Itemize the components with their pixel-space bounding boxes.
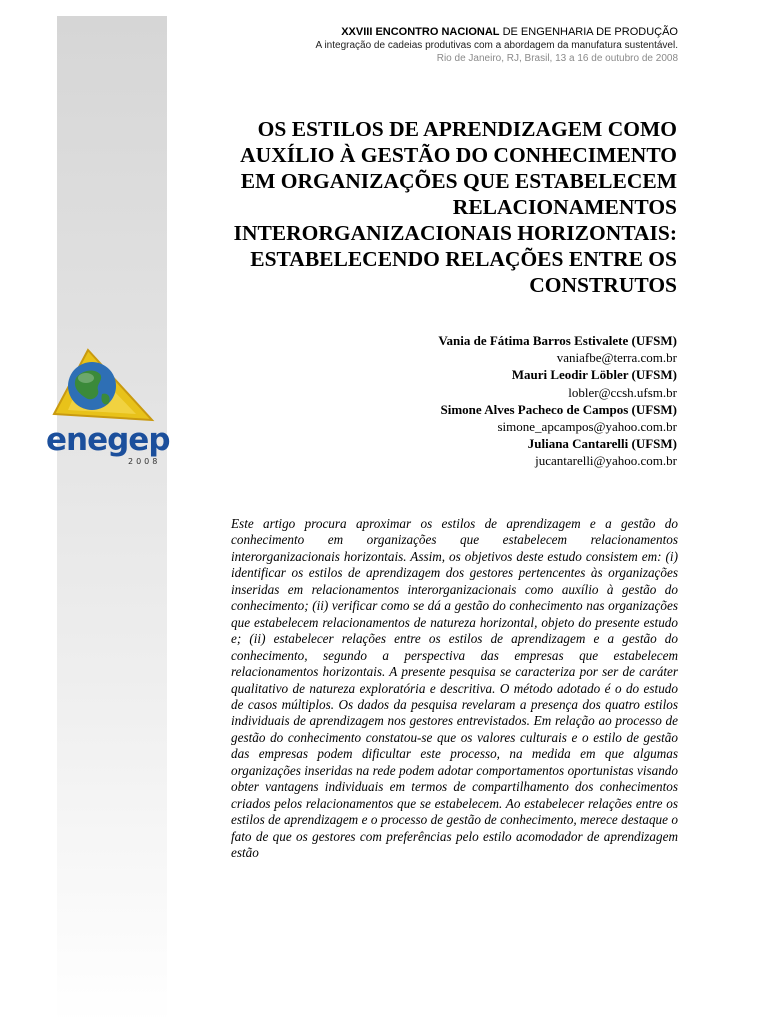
author-name: Vania de Fátima Barros Estivalete (UFSM) (438, 333, 677, 348)
author-name: Mauri Leodir Löbler (UFSM) (511, 367, 677, 383)
event-theme: A integração de cadeias produtivas com a abordagem da manufatura sustentável. (315, 40, 678, 51)
author-email: vaniafbe@terra.com.br (556, 350, 677, 366)
logo-wordmark: enegep (46, 422, 170, 458)
abstract-text: Este artigo procura aproximar os estilos de aprendizagem e a gestão do conhecimento em organizações que estabelecem relacionamentos interorganizacionais horizontais. Assim, os objetivos deste estudo consistem em: (i) identificar os estilos de aprendizagem dos gestores pertencentes às organizações inseridas em relacionamentos interorganizacionais como auxílio à gestão do conhecimento; (ii) verificar como se dá a gestão do conhecimento nas organizações que estabelecem relacionamentos de natureza horizontal, objeto do presente estudo e; (ii) estabelecer relações entre os estilos de aprendizagem e a gestão do conhecimento, segundo a perspectiva das empresas que estabelecem relacionamentos horizontais. A presente pesquisa se caracteriza por ser de caráter qualitativo de natureza exploratória e descritiva. O método adotado é o do estudo de casos múltiplos. Os dados da pesquisa revelaram a presença dos quatro estilos individuais de aprendizagem nos gestores entrevistados. Em relação ao processo de gestão do conhecimento constatou-se que os valores culturais e o estilo de gestão das empresas podem dificultar este processo, na medida em que algumas organizações inseridas na rede podem adotar comportamentos oportunistas visando obter vantagens individuais em termos de compartilhamento dos conhecimentos criados pelos relacionamentos que se estabelecem. Ao estabelecer relações entre os estilos de aprendizagem e o processo de gestão de conhecimento, merece destaque o fato de que os gestores com preferências pelo estilo acomodador de aprendizagem estão (231, 516, 678, 861)
author-email: simone_apcampos@yahoo.com.br (497, 419, 677, 435)
event-place-date: Rio de Janeiro, RJ, Brasil, 13 a 16 de outubro de 2008 (436, 53, 678, 64)
author-name: Simone Alves Pacheco de Campos (UFSM) (440, 401, 677, 417)
paper-title: OS ESTILOS DE APRENDIZAGEM COMO AUXÍLIO À GESTÃO DO CONHECIMENTO EM ORGANIZAÇÕES QUE ESTABELECEM RELACIONAMENTOS INTERORGANIZACIONAIS HORIZONTAIS: ESTABELECENDO RELAÇÕES ENTRE OS CONSTRUTOS (233, 117, 677, 297)
author-email: lobler@ccsh.ufsm.br (568, 384, 677, 400)
enegep-logo (42, 340, 174, 468)
conference-header (316, 26, 678, 65)
author-list (277, 332, 677, 470)
event-name-bold: XXVIII ENCONTRO NACIONAL (341, 26, 500, 38)
author-email: jucantarelli@yahoo.com.br (535, 453, 677, 469)
decorative-side-band (57, 16, 167, 1024)
author-name: Juliana Cantarelli (UFSM) (527, 436, 677, 452)
globe-shine (78, 373, 94, 383)
event-name (316, 26, 678, 39)
logo-year: 2008 (128, 457, 161, 466)
event-name-rest: DE ENGENHARIA DE PRODUÇÃO (499, 26, 678, 38)
enegep-logo-graphic (42, 340, 174, 468)
